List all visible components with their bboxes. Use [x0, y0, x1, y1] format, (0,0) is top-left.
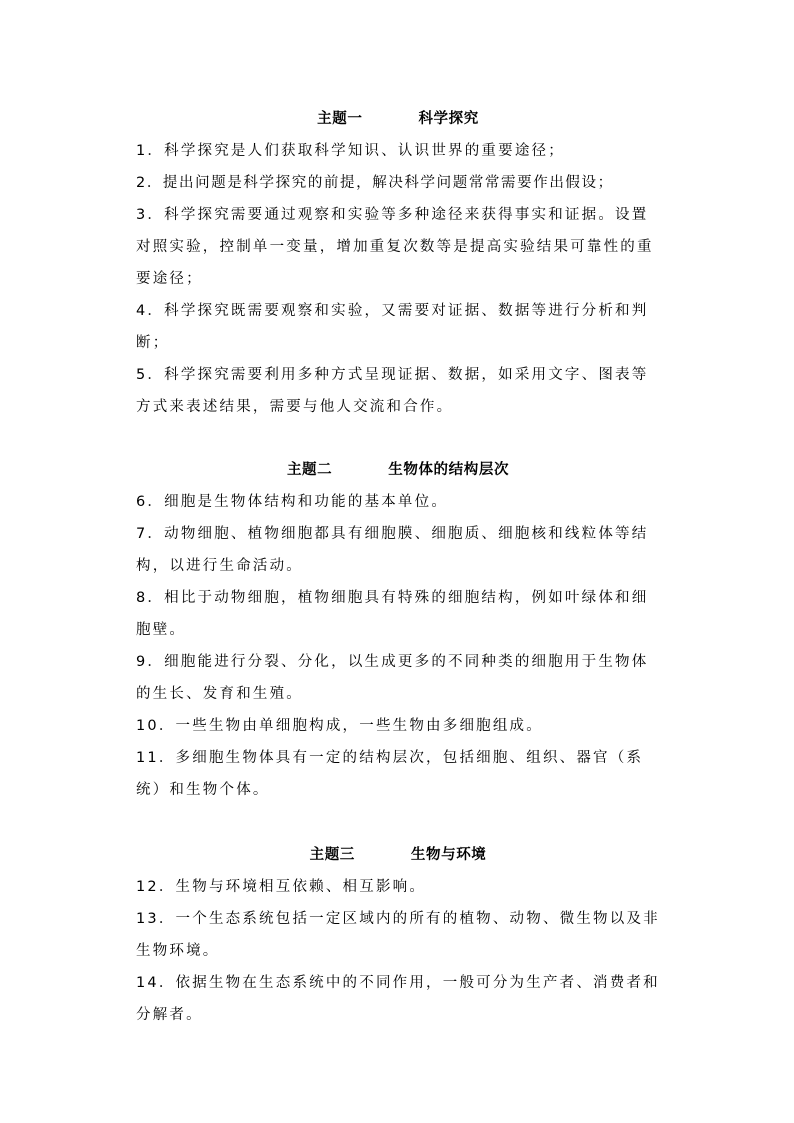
section-number: 主题二	[286, 462, 333, 478]
section-heading	[136, 454, 660, 486]
section-structure-levels	[136, 454, 660, 806]
list-item: 1．科学探究是人们获取科学知识、认识世界的重要途径；	[136, 143, 565, 159]
list-item: 2．提出问题是科学探究的前提，解决科学问题常常需要作出假设；	[136, 175, 614, 191]
list-item: 4．科学探究既需要观察和实验，又需要对证据、数据等进行分析和判断；	[136, 303, 649, 351]
list-item: 10．一些生物由单细胞构成，一些生物由多细胞组成。	[136, 718, 543, 734]
section-number: 主题三	[309, 847, 355, 863]
section-name: 生物体的结构层次	[388, 462, 510, 478]
section-name: 科学探究	[418, 111, 479, 127]
section-number: 主题一	[317, 111, 363, 127]
list-item: 7．动物细胞、植物细胞都具有细胞膜、细胞质、细胞核和线粒体等结构，以进行生命活动。	[136, 526, 649, 574]
list-item: 9．细胞能进行分裂、分化，以生成更多的不同种类的细胞用于生物体的生长、发育和生殖。	[136, 654, 649, 702]
list-item: 14．依据生物在生态系统中的不同作用，一般可分为生产者、消费者和分解者。	[136, 975, 660, 1023]
list-item: 5．科学探究需要利用多种方式呈现证据、数据，如采用文字、图表等方式来表述结果，需要与他人交流和合作。	[136, 367, 649, 415]
list-item: 6．细胞是生物体结构和功能的基本单位。	[136, 494, 449, 510]
list-item: 13．一个生态系统包括一定区域内的所有的植物、动物、微生物以及非生物环境。	[136, 911, 660, 959]
section-name: 生物与环境	[410, 847, 487, 863]
section-science-inquiry	[136, 103, 660, 423]
list-item: 3．科学探究需要通过观察和实验等多种途径来获得事实和证据。设置对照实验，控制单一变量，增加重复次数等是提高实验结果可靠性的重要途径；	[136, 207, 654, 287]
section-organism-environment	[136, 839, 660, 1031]
section-heading	[136, 839, 660, 871]
list-item: 11．多细胞生物体具有一定的结构层次，包括细胞、组织、器官（系统）和生物个体。	[136, 750, 644, 798]
section-heading	[136, 103, 660, 135]
document-page	[136, 103, 660, 1031]
list-item: 8．相比于动物细胞，植物细胞具有特殊的细胞结构，例如叶绿体和细胞壁。	[136, 590, 649, 638]
list-item: 12．生物与环境相互依赖、相互影响。	[136, 879, 427, 895]
